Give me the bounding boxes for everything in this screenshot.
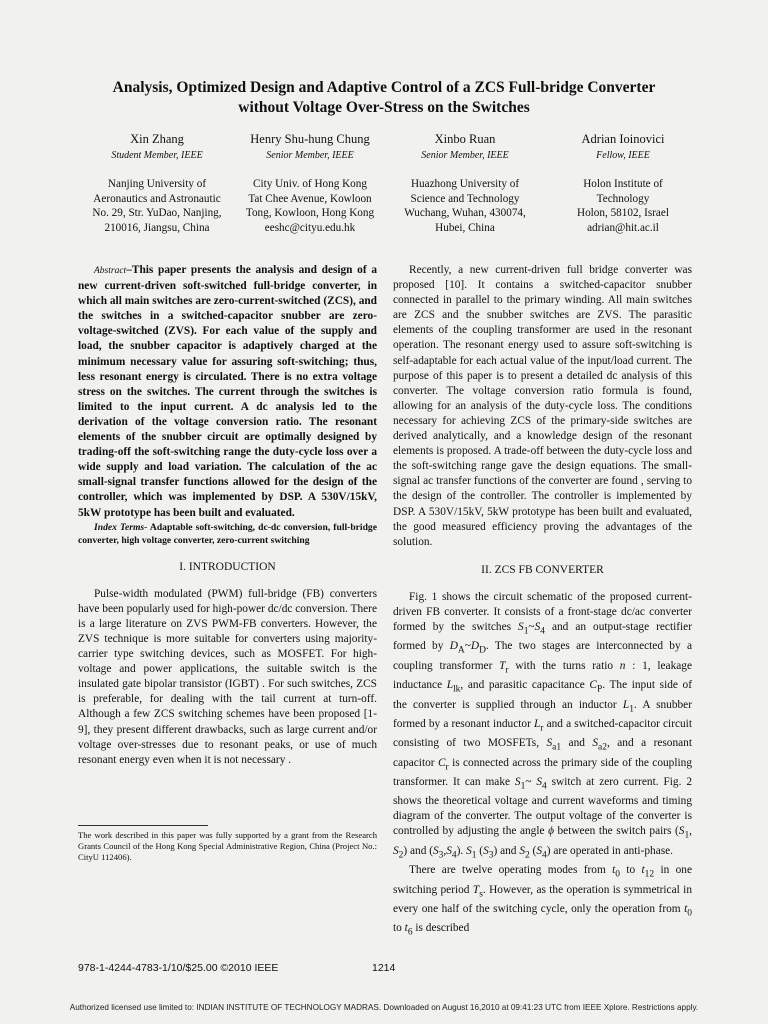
text-run: to — [620, 864, 642, 877]
paragraph-recently: Recently, a new current-driven full bridge converter was proposed [10]. It contains a switched-capacitor snubber connected in parallel to the primary winding. All main switches are ZCS and the snubber switches are ZVS. The parasitic elements of the coupling transformer are used in the resonant operation. The resonant energy used to assure soft-switching is self-adaptable for each actual value of the input/load current. The purpose of this paper is to present a detailed dc analysis of this converter. The voltage conversion ratio formula is found, allowing for an analysis of the duty-cycle loss. The conditions necessary for achieving ZCS of the primary-side switches are derived analytically, and a knowledge design of the resonant elements is proposed. A trade-off between the duty-cycle loss and the soft-switching range gave the design equations. The small-signal ac transfer functions of the converter are found , serving to the design of the controller. The controller is implemented by DSP. A 530V/15kV, 5kW prototype has been built and evaluated, the good measured efficiency proving the advantages of the solution. — [393, 264, 692, 548]
affiliation-line: Holon Institute of — [583, 178, 663, 190]
author-grade: Senior Member, IEEE — [266, 150, 354, 161]
text-run: There are twelve operating modes from — [409, 864, 613, 877]
affiliation-line: City Univ. of Hong Kong — [253, 178, 367, 190]
section-heading-introduction: I. INTRODUCTION — [179, 560, 276, 573]
left-column — [78, 263, 377, 768]
text-run: between the switch pairs ( — [553, 825, 679, 838]
author-name: Xinbo Ruan — [434, 132, 496, 146]
affiliation-line: Wuchang, Wuhan, 430074, — [404, 207, 526, 219]
affiliation-email[interactable]: adrian@hit.ac.il — [587, 221, 659, 234]
affiliation-line: 210016, Jiangsu, China — [104, 221, 210, 234]
paragraph-operating-modes: There are twelve operating modes from $t_0$ to $t_{12}$ in one switching period $T_s$. However, as the operation is symmetrical in every one half of the switching cycle, only the operation from $t_0$ to $t_6$ is described — [393, 864, 693, 938]
affiliation-line: Tat Chee Avenue, Kowloon — [248, 192, 372, 205]
index-terms-text: Adaptable soft-switching, dc-dc conversion, full-bridge converter, high voltage converter, zero-current switching — [78, 521, 377, 546]
right-column — [393, 263, 692, 941]
author-grade: Fellow, IEEE — [596, 150, 650, 161]
affiliation-line: Tong, Kowloon, Hong Kong — [245, 207, 375, 219]
affiliation-line: Science and Technology — [410, 192, 520, 205]
index-terms — [78, 521, 377, 547]
text-run: to — [393, 922, 405, 935]
text-run: is connected across the primary side of the coupling transformer. It can make — [393, 756, 693, 788]
authorized-use-note: Authorized licensed use limited to: INDIAN INSTITUTE OF TECHNOLOGY MADRAS. Downloaded on August 16,2010 at 09:41:23 UTC from IEEE Xplore. Restrictions apply. — [69, 1003, 699, 1012]
author-affiliation — [72, 177, 242, 235]
affiliation-line: Aeronautics and Astronautic — [93, 192, 221, 205]
text-run: is described — [412, 922, 470, 935]
text-run: . However, as the operation is symmetrical in every one half of the switching cycle, only the operation from — [393, 883, 692, 915]
affiliation-line: Hubei, China — [435, 221, 495, 234]
introduction-paragraph: Pulse-width modulated (PWM) full-bridge (FB) converters have been popularly used for high-power dc/dc conversion. There is a large literature on ZVS PWM-FB converters. However, the ZVS technique is more suitable for converters using majority-carrier type switching devices, such as MOSFET. For high-voltage and power applications, the suitable switch is the insulated gate bipolar transistor (IGBT) . For such switches, ZCS is preferable, for dealing with the tail current at turn-off. Although a few ZCS switching schemes have been proposed [1-9], they present different drawbacks, such as large current and/or voltage over-stresses due to resonant peaks, or use of much resonant energy even when it is not necessary . — [78, 587, 377, 766]
author-block — [380, 132, 550, 235]
page-number: 1214 — [372, 962, 396, 974]
author-name: Adrian Ioinovici — [581, 132, 665, 146]
affiliation-line: No. 29, Str. YuDao, Nanjing, — [92, 207, 222, 219]
text-run: and — [561, 737, 593, 750]
footnote-rule — [78, 825, 208, 826]
text-run: and a switched-capacitor circuit consisting of two MOSFETs, — [393, 717, 692, 750]
author-block — [72, 132, 242, 235]
author-name: Henry Shu-hung Chung — [250, 132, 370, 146]
affiliation-email[interactable]: eeshc@cityu.edu.hk — [264, 221, 356, 234]
author-affiliation — [380, 177, 550, 235]
text-run: , and parasitic capacitance — [460, 679, 590, 692]
paper-title — [60, 78, 708, 118]
text-run: , and a resonant capacitor — [393, 737, 692, 769]
index-terms-label: Index Terms- — [94, 521, 148, 533]
author-grade: Student Member, IEEE — [111, 150, 203, 161]
affiliation-line: Nanjing University of — [107, 178, 207, 190]
affiliation-line: Holon, 58102, Israel — [577, 207, 669, 219]
text-run: are operated in anti-phase. — [550, 844, 674, 857]
title-line-2: without Voltage Over-Stress on the Switches — [238, 99, 530, 116]
text-run: ) and ( — [403, 844, 433, 857]
text-run: ). — [456, 844, 467, 857]
author-grade: Senior Member, IEEE — [421, 150, 509, 161]
text-run: and an output-stage rectifier formed by — [393, 621, 692, 653]
paragraph-fig1: Fig. 1 shows the circuit schematic of the proposed current-driven FB converter. It consists of a front-stage dc/ac converter formed by the switches $S_1\sim S_4$ and an output-stage rectifier formed by $D_A\sim D_D$. The two stages are interconnected by a coupling transformer $T_r$ with the turns ratio n : 1, leakage inductance $L_{lk}$, and parasitic capacitance $C_P$. The input side of the converter is supplied through an inductor $L_1$. A snubber formed by a resonant inductor $L_r$ and a switched-capacitor circuit consisting of two MOSFETs, $S_{a1}$ and $S_{a2}$, and a resonant capacitor $C_r$ is connected across the primary side of the coupling transformer. It can make $S_1\sim$ $S_4$ switch at zero current. Fig. 2 shows the theoretical voltage and current waveforms and timing diagram of the converter. The output voltage of the converter is controlled by adjusting the angle ϕ between the switch pairs ($S_1$, $S_2$) and $(S_3,S_4)$. $S_1$ $(S_3)$ and $S_2$ $(S_4)$ are operated in anti-phase. — [393, 590, 693, 861]
text-run: : 1, leakage inductance — [393, 659, 692, 692]
author-affiliation — [225, 177, 395, 235]
text-run: with the turns ratio — [508, 659, 620, 672]
text-run: switch at zero current. Fig. 2 shows the theoretical voltage and current waveforms and timing diagram of the converter. The output voltage of the converter is controlled by adjusting the angle — [393, 775, 692, 838]
text-run: . The two stages are interconnected by a coupling transformer — [393, 640, 692, 672]
author-name: Xin Zhang — [130, 132, 184, 146]
affiliation-line: Technology — [596, 192, 650, 205]
author-block — [538, 132, 708, 235]
isbn-footer: 978-1-4244-4783-1/10/$25.00 ©2010 IEEE — [78, 962, 279, 974]
text-run: . The input side of the converter is supplied through an inductor — [393, 679, 693, 711]
title-line-1: Analysis, Optimized Design and Adaptive Control of a ZCS Full-bridge Converter — [112, 79, 656, 96]
author-block — [225, 132, 395, 235]
footnote: The work described in this paper was fully supported by a grant from the Research Grants Council of the Hong Kong Special Administrative Region, China (Project No.: CityU 112406). — [78, 830, 377, 863]
author-affiliation — [538, 177, 708, 235]
text-run: Fig. 1 shows the circuit schematic of the proposed current-driven FB converter. It consists of a front-stage dc/ac converter formed by the switches — [393, 590, 692, 634]
abstract — [78, 263, 377, 521]
abstract-label: Abstract — [94, 266, 127, 276]
text-run: in one switching period — [393, 864, 693, 896]
section-heading-zcs-fb-converter: II. ZCS FB CONVERTER — [481, 563, 604, 576]
text-run: . A snubber formed by a resonant inductor — [393, 698, 692, 730]
affiliation-line: Huazhong University of — [410, 178, 520, 190]
abstract-text: –This paper presents the analysis and design of a new current-driven soft-switched full-bridge converter, in which all main switches are zero-current-switched (ZCS), and the switches in a switched-capacitor snubber are zero-voltage-switched (ZVS). For each value of the supply and load, the snubber capacitor is adaptively charged at the minimum necessary value for assuring soft-switching; thus, less resonant energy is circulated. There is no extra voltage stress on the switches. The current through the switches is limited to the input current. A dc analysis led to the derivation of the voltage conversion ratio. The resonant elements of the snubber circuit are optimally designed by trading-off the soft-switching range the duty-cycle loss over a wide supply and load variation. The calculation of the ac small-signal transfer functions allowed for the design of the controller, which was implemented by DSP. A 530V/15kV, 5kW prototype has been built and evaluated. — [78, 264, 377, 519]
